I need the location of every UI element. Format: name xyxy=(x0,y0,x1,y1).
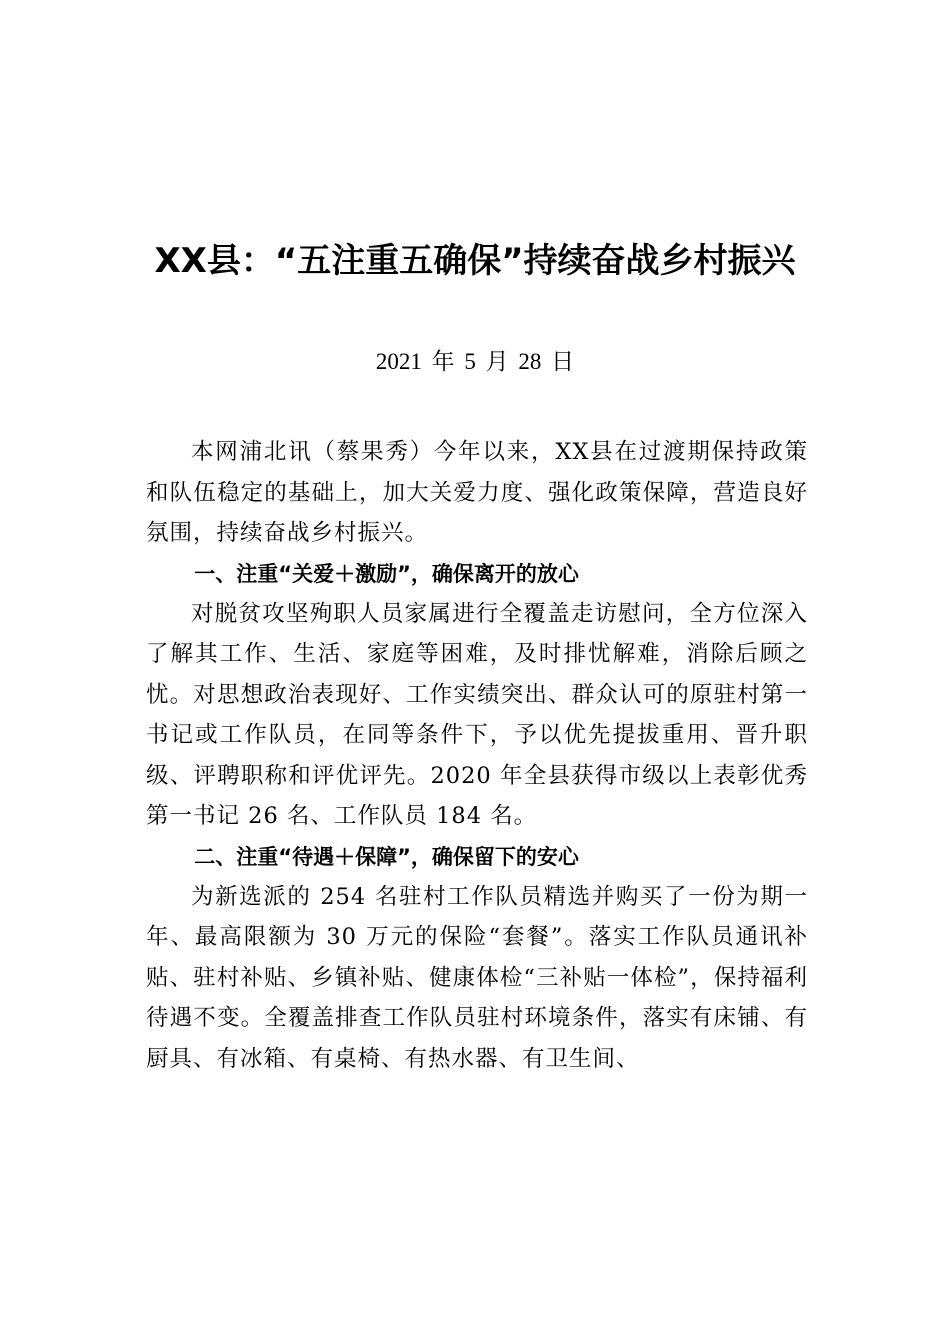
intro-paragraph: 本网浦北讯（蔡果秀）今年以来，XX县在过渡期保持政策和队伍稳定的基础上，加大关爱力度、强化政策保障，营造良好氛围，持续奋战乡村振兴。 xyxy=(146,439,808,546)
section-1-heading: 一、注重“关爱＋激励”，确保离开的放心 xyxy=(194,561,579,586)
section-2-paragraph: 为新选派的 254 名驻村工作队员精选并购买了一份为期一年、最高限额为 30 万元的保险“套餐”。落实工作队员通讯补贴、驻村补贴、乡镇补贴、健康体检“三补贴一体检”，保持福利待遇不变。全覆盖排查工作队员驻村环境条件，落实有床铺、有厨具、有冰箱、有桌椅、有热水器、有卫生间、 xyxy=(146,883,808,1072)
section-2-heading: 二、注重“待遇＋保障”，确保留下的安心 xyxy=(194,844,579,869)
section-1-paragraph: 对脱贫攻坚殉职人员家属进行全覆盖走访慰问，全方位深入了解其工作、生活、家庭等困难，及时排忧解难，消除后顾之忧。对思想政治表现好、工作实绩突出、群众认可的原驻村第一书记或工作队员，在同等条件下，予以优先提拔重用、晋升职级、评聘职称和评优评先。2020 年全县获得市级以上表彰优秀第一书记 26 名、工作队员 184 名。 xyxy=(146,600,808,829)
document-date: 2021 年 5 月 28 日 xyxy=(375,349,575,374)
document-body xyxy=(146,432,808,1079)
document-title: XX县：“五注重五确保”持续奋战乡村振兴 xyxy=(154,241,796,281)
